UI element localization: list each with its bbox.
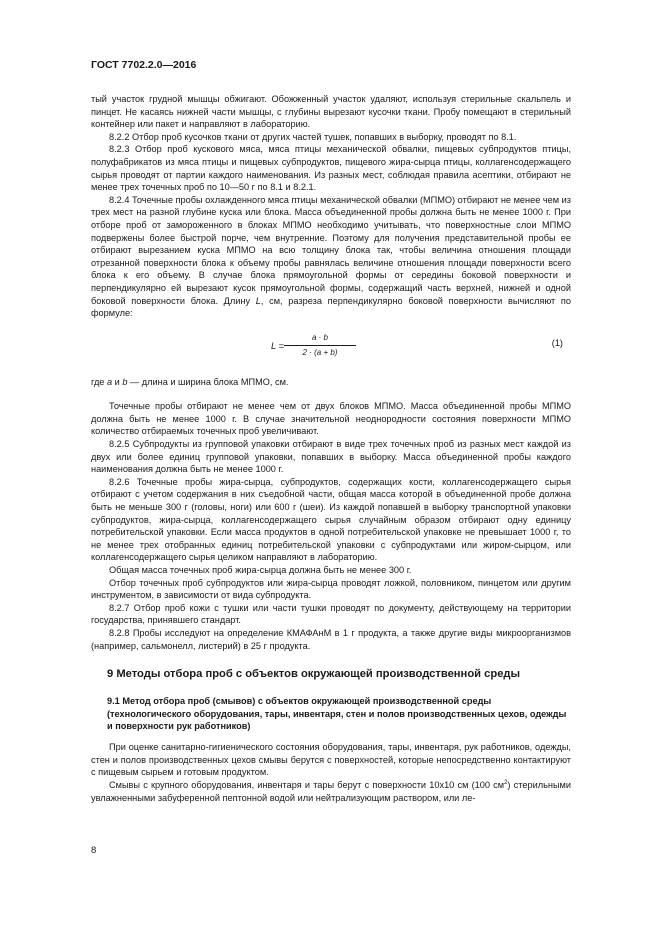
paragraph-8-2-7: 8.2.7 Отбор проб кожи с тушки или части тушки проводят по документу, действующему на территории государства, принявшего стандарт. [91,602,571,626]
paragraph-9-1-b [91,779,571,804]
variable-b: b [122,376,128,387]
paragraph-8-2-4 [91,194,571,320]
variable-a: a [106,376,113,387]
legend-and: и [112,376,123,387]
page-number: 8 [91,845,97,856]
formula-lhs: L = [271,340,284,351]
legend-prefix: где [91,376,107,387]
paragraph-8-2-8: 8.2.8 Пробы исследуют на определение КМАФАнМ в 1 г продукта, а также другие виды микроорганизмов (например, сальмонелл, листерий) в 25 г продукта. [91,627,571,651]
paragraph-point-samples: Точечные пробы отбирают не менее чем от двух блоков МПМО. Масса объединенной пробы МПМО должна быть не менее 1000 г. В случае значительной неоднородности состояния поверхности МПМО количество отбираемых точечных проб увеличивают. [91,401,571,437]
formula-number: (1) [551,337,563,348]
standard-header: ГОСТ 7702.2.0—2016 [91,59,197,71]
paragraph-8-2-4-text-b: , см, разреза перпендикулярно боковой поверхности вычисляют по формуле: [91,295,572,319]
paragraph-9-1-a: При оценке санитарно-гигиенического состояния оборудования, тары, инвентаря, рук работников, одежды, стен и полов производственных цехов смывы берутся с поверхностей, которые непосредственно контактируют с пищевым сырьем и готовым продуктом. [91,742,571,778]
formula-1 [91,328,571,370]
paragraph-9-1-b-start: Смывы с крупного оборудования, инвентаря и тары берут с поверхности 10х10 см (100 см [109,779,505,790]
section-9-1-heading: 9.1 Метод отбора проб (смывов) с объектов окружающей производственной среды (технологического оборудования, тары, инвентаря, стен и полов производственных цехов, одежды и поверхности рук работников) [107,695,567,732]
formula-numerator: a · b [284,333,356,346]
paragraph-8-2-5: 8.2.5 Субпродукты из групповой упаковки отбирают в виде трех точечных проб из разных мест каждой из двух или более единиц групповой упаковки, попавших в выборку. Масса объединенной пробы каждого наименования должна быть не менее 1000 г. [91,439,571,475]
paragraph-continuation: тый участок грудной мышцы обжигают. Обожженный участок удаляют, используя стерильные скальпель и пинцет. Не касаясь нижней части мышцы, с глубины вырезают кусочки ткани. Пробу помещают в стерильный контейнер или пакет и направляют в лабораторию. [91,94,571,130]
superscript-2: 2 [504,779,508,786]
section-9-heading: 9 Методы отбора проб с объектов окружающей производственной среды [107,668,521,681]
paragraph-total-mass: Общая масса точечных проб жира-сырца должна быть не менее 300 г. [109,565,412,575]
paragraph-8-2-2: 8.2.2 Отбор проб кусочков ткани от других частей тушек, попавших в выборку, проводят по 8.1. [109,131,517,142]
paragraph-8-2-3: 8.2.3 Отбор проб кускового мяса, мяса птицы механической обвалки, пищевых субпродуктов птицы, полуфабрикатов из мяса птицы и пищевых субпродуктов, пищевого жира-сырца птицы, коллагенсодержащего сырья проводят от партии каждого наименования. Из разных мест, соблюдая правила асептики, отбирают не менее трех точечных проб по 10—50 г по 8.1 и 8.2.1. [91,144,571,193]
formula-legend [91,376,571,389]
paragraph-8-2-4-text-a: 8.2.4 Точечные пробы охлажденного мяса птицы механической обвалки (МПМО) отбирают не менее чем из трех мест на разной глубине куска или блока. Масса объединенной пробы должна быть не менее 1000 г. При отборе проб от замороженного в блоках МПМО необходимо учитывать, что поверхностные слои МПМО подвержены более быстрой порче, чем внутренние. Поэтому для получения представительной пробы ее отбирают вырезанием куска МПМО на всю толщину блока так, чтобы величина отношения площади отрезанной поверхности блока к объему пробы равнялась величине отношения площади поверхности всего блока к его объему. В случае блока прямоугольной формы от середины боковой поверхности и перпендикулярно ей вырезают кусок прямоугольной формы, содержащий часть верхней, нижней и одной боковой поверхности блока. Длину [91,194,571,306]
variable-L: L [255,295,261,306]
document-body [91,93,571,804]
legend-suffix: — длина и ширина блока МПМО, см. [127,376,289,387]
formula-fraction [284,333,356,358]
paragraph-8-2-6: 8.2.6 Точечные пробы жира-сырца, субпродуктов, содержащих кости, коллагенсодержащего сырья отбирают с учетом содержания в них съедобной части, общая масса которой в объединенной пробе должна быть не меньше 300 г (головы, ноги) или 600 г (шеи). Из каждой попавшей в выборку транспортной упаковки субпродуктов, жира-сырца, коллагенсодержащего сырья случайным образом отбирают одну единицу потребительской упаковки. Если масса продуктов в одной потребительской упаковке не превышает 1000 г, то не менее трех отобранных единиц потребительской упаковки с субпродуктами или жиром-сырцом, или коллагенсодержащего сырья целиком направляют в лабораторию. [91,476,571,563]
paragraph-9-1-b-end: ) стерильными увлажненными забуференной пептонной водой или нейтрализующим раствором, или ле- [91,779,571,803]
paragraph-sampling-tools: Отбор точечных проб субпродуктов или жира-сырца проводят ложкой, половником, пинцетом или другим инструментом, в зависимости от вида субпродукта. [91,577,571,601]
formula-denominator: 2 · (a + b) [302,347,338,357]
